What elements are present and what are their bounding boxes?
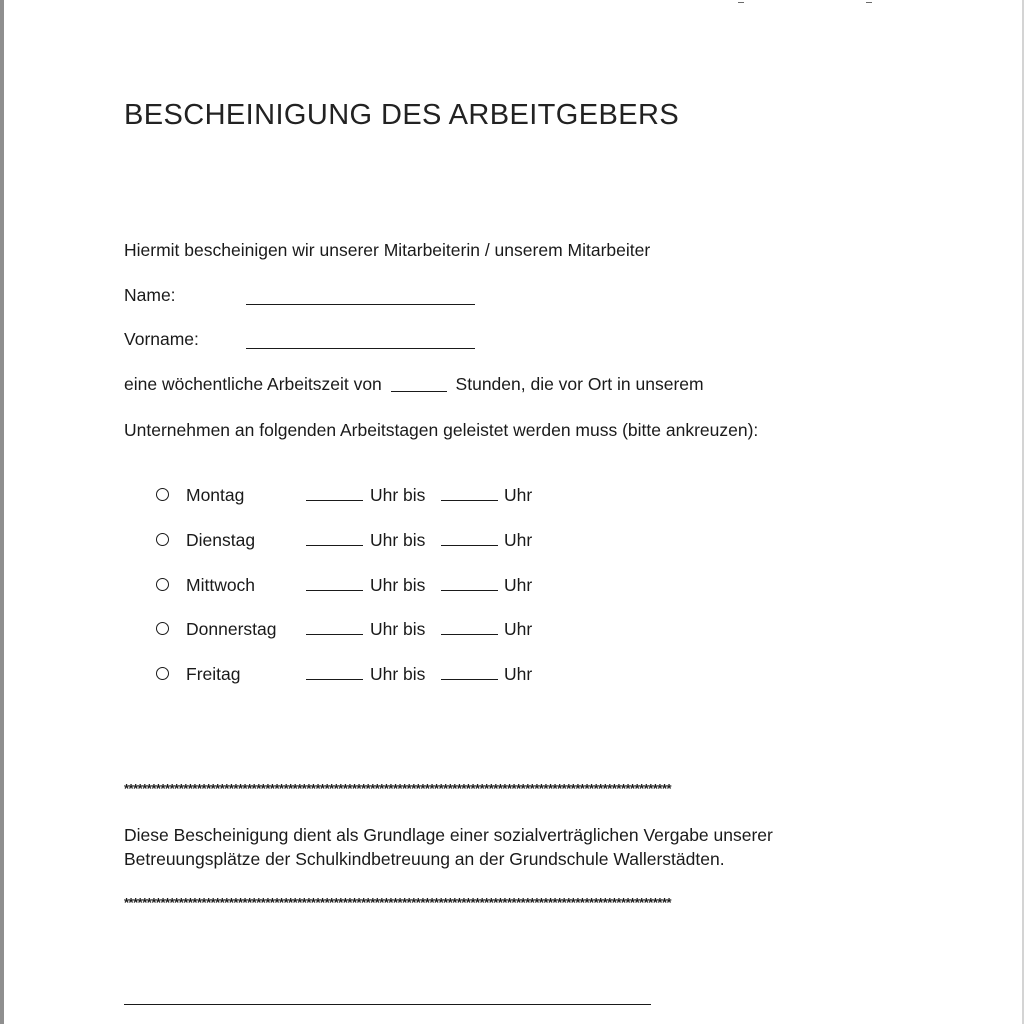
uhr-label: Uhr <box>504 664 533 684</box>
uhr-label: Uhr <box>504 575 533 595</box>
day-label: Donnerstag <box>186 619 277 639</box>
signature-line[interactable] <box>124 1004 651 1005</box>
header-corner-mark <box>738 0 878 4</box>
day-radio[interactable] <box>156 578 169 591</box>
uhr-label: Uhr <box>504 619 533 639</box>
time-from-field[interactable] <box>306 634 363 635</box>
day-label: Montag <box>186 485 245 505</box>
day-radio[interactable] <box>156 622 169 635</box>
uhr-bis-label: Uhr bis <box>370 485 426 505</box>
document-title: BESCHEINIGUNG DES ARBEITGEBERS <box>124 99 680 131</box>
time-to-field[interactable] <box>441 500 498 501</box>
page-left-edge <box>0 0 4 1024</box>
day-radio[interactable] <box>156 533 169 546</box>
vorname-field[interactable] <box>246 329 475 349</box>
time-to-field[interactable] <box>441 679 498 680</box>
separator-bottom: ************************************************************************************************************************ <box>124 896 672 910</box>
day-label: Dienstag <box>186 530 256 550</box>
uhr-bis-label: Uhr bis <box>370 664 426 684</box>
hours-prefix: eine wöchentliche Arbeitszeit von <box>124 374 382 394</box>
uhr-label: Uhr <box>504 485 533 505</box>
hours-suffix: Stunden, die vor Ort in unserem <box>455 374 704 394</box>
time-from-field[interactable] <box>306 500 363 501</box>
name-field[interactable] <box>246 285 475 305</box>
day-radio[interactable] <box>156 667 169 680</box>
uhr-bis-label: Uhr bis <box>370 575 426 595</box>
time-to-field[interactable] <box>441 590 498 591</box>
time-from-field[interactable] <box>306 590 363 591</box>
day-label: Mittwoch <box>186 575 256 595</box>
time-from-field[interactable] <box>306 545 363 546</box>
separator-top: ************************************************************************************************************************ <box>124 782 672 796</box>
workdays-text: Unternehmen an folgenden Arbeitstagen geleistet werden muss (bitte ankreuzen): <box>124 420 759 440</box>
uhr-bis-label: Uhr bis <box>370 619 426 639</box>
hours-line <box>124 374 704 395</box>
note-line-2: Betreuungsplätze der Schulkindbetreuung an der Grundschule Wallerstädten. <box>124 849 725 869</box>
day-label: Freitag <box>186 664 241 684</box>
time-to-field[interactable] <box>441 634 498 635</box>
day-radio[interactable] <box>156 488 169 501</box>
note-line-1: Diese Bescheinigung dient als Grundlage einer sozialverträglichen Vergabe unserer <box>124 825 773 845</box>
name-label: Name: <box>124 285 176 305</box>
time-from-field[interactable] <box>306 679 363 680</box>
uhr-bis-label: Uhr bis <box>370 530 426 550</box>
uhr-label: Uhr <box>504 530 533 550</box>
hours-field[interactable] <box>391 374 447 392</box>
time-to-field[interactable] <box>441 545 498 546</box>
vorname-label: Vorname: <box>124 329 199 349</box>
intro-text: Hiermit bescheinigen wir unserer Mitarbeiterin / unserem Mitarbeiter <box>124 240 651 260</box>
